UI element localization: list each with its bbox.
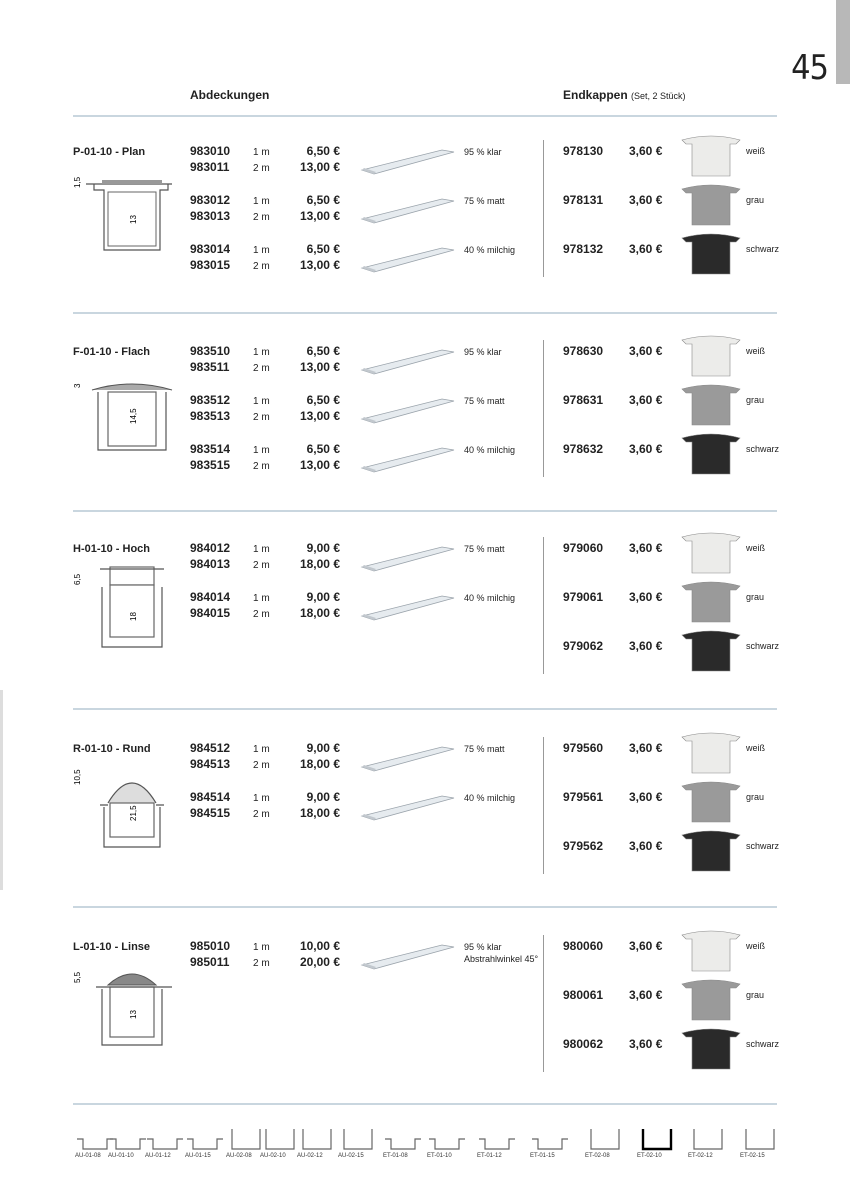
endcap-image: [680, 383, 742, 427]
endcap-price: 3,60 €: [629, 144, 663, 158]
endcap-price: 3,60 €: [629, 839, 663, 853]
cover-article-number: 983512: [190, 393, 231, 407]
mini-profile-label: ET-02-08: [585, 1153, 610, 1159]
endcap-image: [680, 1027, 742, 1071]
section-divider: [73, 708, 777, 710]
profile-title: L-01-10 - Linse: [73, 941, 151, 953]
cover-length: 2 m: [253, 609, 270, 620]
section-vertical-divider: [543, 140, 544, 277]
cover-price: 6,50 €: [306, 193, 340, 207]
cover-price: 18,00 €: [299, 757, 340, 771]
cover-article-number: 983011: [190, 160, 230, 174]
endcap-image: [680, 829, 742, 873]
endcap-image: [680, 580, 742, 624]
endcap-color: schwarz: [746, 1039, 780, 1049]
cover-length: 1 m: [253, 445, 270, 456]
mini-profile-icon: [260, 1125, 300, 1151]
mini-profile-label: AU-02-08: [226, 1153, 252, 1159]
cover-length: 1 m: [253, 245, 270, 256]
cover-strip-image: [358, 397, 458, 425]
mini-profile-icon: [383, 1125, 423, 1151]
cover-length: 2 m: [253, 363, 270, 374]
cover-article-number: 983014: [190, 242, 231, 256]
cover-article-number: 983510: [190, 344, 231, 358]
endcap-price: 3,60 €: [629, 1037, 663, 1051]
mini-profile-label: AU-02-12: [297, 1153, 323, 1159]
mini-profile-icon: [740, 1125, 780, 1151]
profile-dimension-height: 14,5: [129, 408, 138, 424]
mini-profile-icon: [530, 1125, 570, 1151]
endcap-color: weiß: [746, 941, 766, 951]
mini-profile-label: ET-02-12: [688, 1153, 713, 1159]
mini-profile-icon: [585, 1125, 625, 1151]
cover-strip-image: [358, 197, 458, 225]
endcap-color: schwarz: [746, 841, 780, 851]
cover-length: 1 m: [253, 347, 270, 358]
cover-price: 9,00 €: [306, 741, 340, 755]
cover-description: [464, 592, 515, 604]
cover-strip-image: [358, 348, 458, 376]
endcap-price: 3,60 €: [629, 590, 663, 604]
cover-description: [464, 146, 502, 158]
cover-article-number: 983010: [190, 144, 231, 158]
endcap-color: grau: [746, 792, 765, 802]
endcap-price: 3,60 €: [629, 541, 663, 555]
cover-article-number: 984012: [190, 541, 231, 555]
mini-profile-label: ET-01-12: [477, 1153, 502, 1159]
cover-price: 6,50 €: [306, 242, 340, 256]
cover-length: 2 m: [253, 958, 270, 969]
cover-description-line: 75 % matt: [464, 544, 505, 554]
endcap-article-number: 980062: [563, 1037, 604, 1051]
profile-dimension-outer: 6,5: [73, 573, 82, 585]
section-divider: [73, 510, 777, 512]
cover-article-number: 984514: [190, 790, 231, 804]
endcap-price: 3,60 €: [629, 393, 663, 407]
cover-article-number: 984513: [190, 757, 231, 771]
endcap-article-number: 980060: [563, 939, 604, 953]
cover-description-line: 75 % matt: [464, 744, 505, 754]
cover-strip-image: [358, 745, 458, 773]
endcap-color: schwarz: [746, 244, 780, 254]
cover-description-line: 95 % klar: [464, 942, 502, 952]
cover-description: [464, 444, 515, 456]
covers-header: Abdeckungen: [190, 88, 270, 102]
cover-description: [464, 743, 505, 755]
endcap-color: schwarz: [746, 444, 780, 454]
cover-price: 18,00 €: [299, 806, 340, 820]
profile-dimension-height: 13: [129, 215, 138, 224]
cover-description-line: 95 % klar: [464, 147, 502, 157]
mini-profile-icon: [427, 1125, 467, 1151]
endcap-color: weiß: [746, 146, 766, 156]
page-number: 45: [791, 48, 828, 88]
endcap-image: [680, 531, 742, 575]
cover-strip-image: [358, 246, 458, 274]
cover-price: 13,00 €: [299, 458, 340, 472]
cover-article-number: 983513: [190, 409, 231, 423]
cover-price: 9,00 €: [306, 790, 340, 804]
section-vertical-divider: [543, 537, 544, 674]
cover-description: [464, 543, 505, 555]
cover-price: 20,00 €: [299, 955, 340, 969]
cover-price: 6,50 €: [306, 344, 340, 358]
profile-cross-section-icon: [72, 362, 176, 452]
cover-length: 2 m: [253, 809, 270, 820]
cover-description-line: Abstrahlwinkel 45°: [464, 954, 539, 964]
endcap-image: [680, 134, 742, 178]
endcap-image: [680, 232, 742, 276]
mini-profile-label: ET-01-10: [427, 1153, 452, 1159]
endcap-color: grau: [746, 990, 765, 1000]
endcap-price: 3,60 €: [629, 193, 663, 207]
cover-description: [464, 792, 515, 804]
endcap-price: 3,60 €: [629, 442, 663, 456]
cover-length: 1 m: [253, 744, 270, 755]
cover-description-line: 40 % milchig: [464, 593, 516, 603]
endcap-article-number: 979060: [563, 541, 604, 555]
endcap-image: [680, 978, 742, 1022]
cover-article-number: 984013: [190, 557, 231, 571]
cover-article-number: 983511: [190, 360, 230, 374]
profile-title: F-01-10 - Flach: [73, 346, 151, 358]
cover-length: 1 m: [253, 942, 270, 953]
endcap-price: 3,60 €: [629, 242, 663, 256]
endcap-article-number: 978632: [563, 442, 604, 456]
section-vertical-divider: [543, 340, 544, 477]
cover-price: 18,00 €: [299, 557, 340, 571]
endcap-price: 3,60 €: [629, 988, 663, 1002]
cover-length: 2 m: [253, 212, 270, 223]
cover-strip-image: [358, 943, 458, 971]
endcap-price: 3,60 €: [629, 741, 663, 755]
cover-length: 2 m: [253, 461, 270, 472]
endcap-article-number: 979061: [563, 590, 604, 604]
endcap-article-number: 979561: [563, 790, 604, 804]
endcap-article-number: 978130: [563, 144, 604, 158]
cover-article-number: 985010: [190, 939, 231, 953]
mini-profile-label: AU-02-10: [260, 1153, 286, 1159]
cover-length: 1 m: [253, 396, 270, 407]
cover-description-line: 95 % klar: [464, 347, 502, 357]
profile-title: H-01-10 - Hoch: [73, 543, 151, 555]
cover-article-number: 984515: [190, 806, 231, 820]
profile-dimension-height: 21,5: [129, 805, 138, 821]
endcap-price: 3,60 €: [629, 344, 663, 358]
cover-description-line: 40 % milchig: [464, 793, 516, 803]
endcap-image: [680, 780, 742, 824]
cover-price: 9,00 €: [306, 590, 340, 604]
mini-profile-label: AU-01-15: [185, 1153, 211, 1159]
page-tab-marker: [836, 0, 850, 84]
mini-profile-icon: [297, 1125, 337, 1151]
cover-price: 13,00 €: [299, 360, 340, 374]
cover-strip-image: [358, 446, 458, 474]
mini-profile-label: AU-02-15: [338, 1153, 364, 1159]
profile-dimension-height: 18: [129, 612, 138, 621]
cover-strip-image: [358, 148, 458, 176]
cover-length: 2 m: [253, 412, 270, 423]
cover-price: 6,50 €: [306, 442, 340, 456]
endcaps-header: Endkappen (Set, 2 Stück): [563, 88, 686, 102]
endcap-image: [680, 929, 742, 973]
endcap-color: grau: [746, 395, 765, 405]
endcap-price: 3,60 €: [629, 639, 663, 653]
cover-strip-image: [358, 594, 458, 622]
mini-profile-icon: [637, 1125, 677, 1151]
cover-article-number: 983015: [190, 258, 231, 272]
mini-profile-icon: [145, 1125, 185, 1151]
mini-profile-icon: [338, 1125, 378, 1151]
endcap-article-number: 979560: [563, 741, 604, 755]
cover-price: 9,00 €: [306, 541, 340, 555]
endcap-article-number: 978132: [563, 242, 604, 256]
endcap-image: [680, 731, 742, 775]
cover-strip-image: [358, 545, 458, 573]
cover-description: [464, 195, 505, 207]
endcap-color: weiß: [746, 346, 766, 356]
cover-description-line: 75 % matt: [464, 396, 505, 406]
cover-length: 2 m: [253, 760, 270, 771]
cover-price: 13,00 €: [299, 409, 340, 423]
endcap-color: grau: [746, 195, 765, 205]
profile-title: P-01-10 - Plan: [73, 146, 146, 158]
cover-price: 6,50 €: [306, 144, 340, 158]
cover-strip-image: [358, 794, 458, 822]
section-divider: [73, 312, 777, 314]
profile-cross-section-icon: [72, 957, 176, 1047]
profile-dimension-outer: 1,5: [73, 176, 82, 188]
endcap-price: 3,60 €: [629, 790, 663, 804]
endcap-article-number: 979062: [563, 639, 604, 653]
endcap-color: weiß: [746, 743, 766, 753]
cover-length: 1 m: [253, 593, 270, 604]
cover-price: 13,00 €: [299, 258, 340, 272]
cover-article-number: 983515: [190, 458, 231, 472]
mini-profile-label: AU-01-08: [75, 1153, 101, 1159]
endcap-article-number: 980061: [563, 988, 604, 1002]
endcap-image: [680, 432, 742, 476]
endcap-article-number: 979562: [563, 839, 604, 853]
mini-profile-label: ET-02-15: [740, 1153, 765, 1159]
cover-length: 2 m: [253, 261, 270, 272]
cover-price: 13,00 €: [299, 160, 340, 174]
mini-profile-label: ET-01-15: [530, 1153, 555, 1159]
endcap-image: [680, 334, 742, 378]
mini-profile-icon: [185, 1125, 225, 1151]
profile-cross-section-icon: [72, 759, 176, 849]
endcap-price: 3,60 €: [629, 939, 663, 953]
endcap-article-number: 978631: [563, 393, 604, 407]
cover-description: [464, 941, 538, 965]
endcap-color: grau: [746, 592, 765, 602]
endcap-article-number: 978630: [563, 344, 604, 358]
mini-profile-icon: [477, 1125, 517, 1151]
header-divider: [73, 115, 777, 117]
endcap-image: [680, 629, 742, 673]
profile-dimension-outer: 10,5: [73, 769, 82, 785]
endcap-article-number: 978131: [563, 193, 604, 207]
section-vertical-divider: [543, 935, 544, 1072]
cover-price: 18,00 €: [299, 606, 340, 620]
cover-length: 2 m: [253, 163, 270, 174]
cover-article-number: 984014: [190, 590, 231, 604]
mini-profile-icon: [108, 1125, 148, 1151]
bottom-divider: [73, 1103, 777, 1105]
cover-length: 1 m: [253, 147, 270, 158]
cover-price: 13,00 €: [299, 209, 340, 223]
mini-profile-label: ET-01-08: [383, 1153, 408, 1159]
cover-description-line: 40 % milchig: [464, 245, 516, 255]
profile-cross-section-icon: [72, 559, 176, 649]
cover-length: 1 m: [253, 793, 270, 804]
cover-length: 2 m: [253, 560, 270, 571]
cover-description: [464, 346, 502, 358]
cover-article-number: 984015: [190, 606, 231, 620]
cover-article-number: 983013: [190, 209, 231, 223]
left-edge-marks: [0, 690, 3, 890]
cover-length: 1 m: [253, 196, 270, 207]
section-divider: [73, 906, 777, 908]
endcap-image: [680, 183, 742, 227]
cover-article-number: 983514: [190, 442, 231, 456]
endcap-color: weiß: [746, 543, 766, 553]
mini-profile-icon: [688, 1125, 728, 1151]
profile-dimension-outer: 3: [73, 383, 82, 388]
mini-profile-label: AU-01-10: [108, 1153, 134, 1159]
cover-article-number: 983012: [190, 193, 231, 207]
cover-price: 6,50 €: [306, 393, 340, 407]
profile-dimension-outer: 5,5: [73, 971, 82, 983]
profile-title: R-01-10 - Rund: [73, 743, 151, 755]
cover-length: 1 m: [253, 544, 270, 555]
profile-cross-section-icon: [72, 162, 176, 252]
profile-dimension-height: 13: [129, 1010, 138, 1019]
cover-description-line: 75 % matt: [464, 196, 505, 206]
cover-description: [464, 244, 515, 256]
mini-profile-label: AU-01-12: [145, 1153, 171, 1159]
cover-article-number: 985011: [190, 955, 230, 969]
cover-description-line: 40 % milchig: [464, 445, 516, 455]
cover-price: 10,00 €: [299, 939, 340, 953]
mini-profile-label: ET-02-10: [637, 1153, 662, 1159]
endcap-color: schwarz: [746, 641, 780, 651]
cover-description: [464, 395, 505, 407]
section-vertical-divider: [543, 737, 544, 874]
cover-article-number: 984512: [190, 741, 231, 755]
